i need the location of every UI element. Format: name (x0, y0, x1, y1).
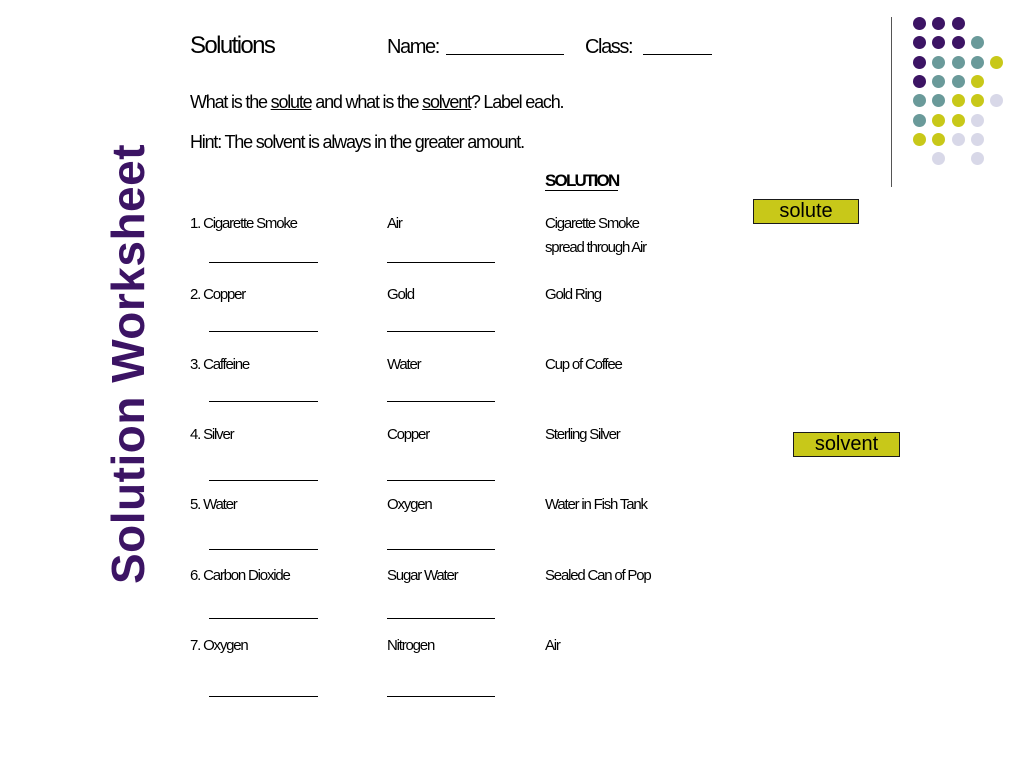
decorative-dot (990, 56, 1003, 69)
decorative-dot (952, 94, 965, 107)
decorative-dot (932, 56, 945, 69)
row-item-1: 6. Carbon Dioxide (190, 567, 290, 584)
answer-blank[interactable] (387, 696, 495, 697)
side-title: Solution Worksheet (102, 143, 154, 585)
answer-blank[interactable] (387, 331, 495, 332)
decorative-dot (952, 17, 965, 30)
decorative-dot (932, 152, 945, 165)
decorative-dot (971, 36, 984, 49)
row-item-2: Oxygen (387, 496, 432, 513)
answer-blank[interactable] (387, 549, 495, 550)
row-solution-line2: spread through Air (545, 239, 646, 256)
answer-blank[interactable] (209, 696, 318, 697)
instruction-part: What is the (190, 92, 271, 112)
worksheet-row (0, 212, 760, 272)
answer-blank[interactable] (387, 401, 495, 402)
row-item-1: 7. Oxygen (190, 637, 248, 654)
decorative-dot (932, 94, 945, 107)
solution-column-header: SOLUTION (545, 171, 619, 190)
decorative-dot (913, 133, 926, 146)
solute-label[interactable]: solute (753, 199, 859, 224)
row-item-1: 3. Caffeine (190, 356, 250, 373)
name-label: Name: (387, 36, 439, 58)
decorative-dot (932, 114, 945, 127)
decorative-dot (913, 114, 926, 127)
row-item-2: Copper (387, 426, 429, 443)
page-title: Solutions (190, 32, 275, 59)
worksheet-row (0, 423, 760, 483)
decorative-dot (971, 56, 984, 69)
worksheet-row (0, 564, 760, 624)
solute-word: solute (270, 92, 312, 112)
answer-blank[interactable] (387, 618, 495, 619)
row-solution: Air (545, 637, 560, 654)
decorative-dot (932, 36, 945, 49)
row-item-2: Nitrogen (387, 637, 435, 654)
row-solution: Gold Ring (545, 286, 601, 303)
answer-blank[interactable] (209, 549, 318, 550)
worksheet-row (0, 634, 760, 694)
decorative-dot (932, 75, 945, 88)
row-solution: Cigarette Smoke (545, 215, 639, 232)
hint-text: Hint: The solvent is always in the greater amount. (190, 132, 524, 152)
row-solution: Sterling Silver (545, 426, 620, 443)
instruction-part: ? Label each. (470, 92, 564, 112)
solvent-word: solvent (422, 92, 471, 112)
answer-blank[interactable] (209, 618, 318, 619)
decorative-dot (913, 36, 926, 49)
worksheet-row (0, 283, 760, 343)
row-item-1: 2. Copper (190, 286, 246, 303)
decorative-dot (971, 75, 984, 88)
decorative-dot (952, 36, 965, 49)
decorative-dot (952, 133, 965, 146)
decorative-dot (913, 75, 926, 88)
decorative-dot (952, 75, 965, 88)
answer-blank[interactable] (209, 480, 318, 481)
solvent-label[interactable]: solvent (793, 432, 900, 457)
decorative-dot (971, 114, 984, 127)
row-item-1: 4. Silver (190, 426, 234, 443)
row-solution: Sealed Can of Pop (545, 567, 651, 584)
row-item-1: 5. Water (190, 496, 237, 513)
row-solution: Water in Fish Tank (545, 496, 647, 513)
answer-blank[interactable] (387, 480, 495, 481)
answer-blank[interactable] (387, 262, 495, 263)
decorative-dot-grid (0, 0, 1024, 200)
row-item-1: 1. Cigarette Smoke (190, 215, 297, 232)
decorative-dot (952, 56, 965, 69)
worksheet-row (0, 353, 760, 413)
decorative-dot (913, 17, 926, 30)
answer-blank[interactable] (209, 331, 318, 332)
decorative-dot (913, 94, 926, 107)
row-solution: Cup of Coffee (545, 356, 622, 373)
decorative-dot (971, 152, 984, 165)
decorative-dot (952, 114, 965, 127)
answer-blank[interactable] (209, 401, 318, 402)
decorative-dot (932, 17, 945, 30)
answer-blank[interactable] (209, 262, 318, 263)
decorative-dot (932, 133, 945, 146)
decorative-dot (913, 56, 926, 69)
decorative-dot (990, 94, 1003, 107)
decorative-dot (971, 133, 984, 146)
row-item-2: Sugar Water (387, 567, 458, 584)
row-item-2: Water (387, 356, 421, 373)
row-item-2: Air (387, 215, 402, 232)
instruction-part: and what is the (311, 92, 423, 112)
decorative-dot (971, 94, 984, 107)
worksheet-row (0, 493, 760, 553)
class-label: Class: (585, 36, 633, 58)
row-item-2: Gold (387, 286, 414, 303)
